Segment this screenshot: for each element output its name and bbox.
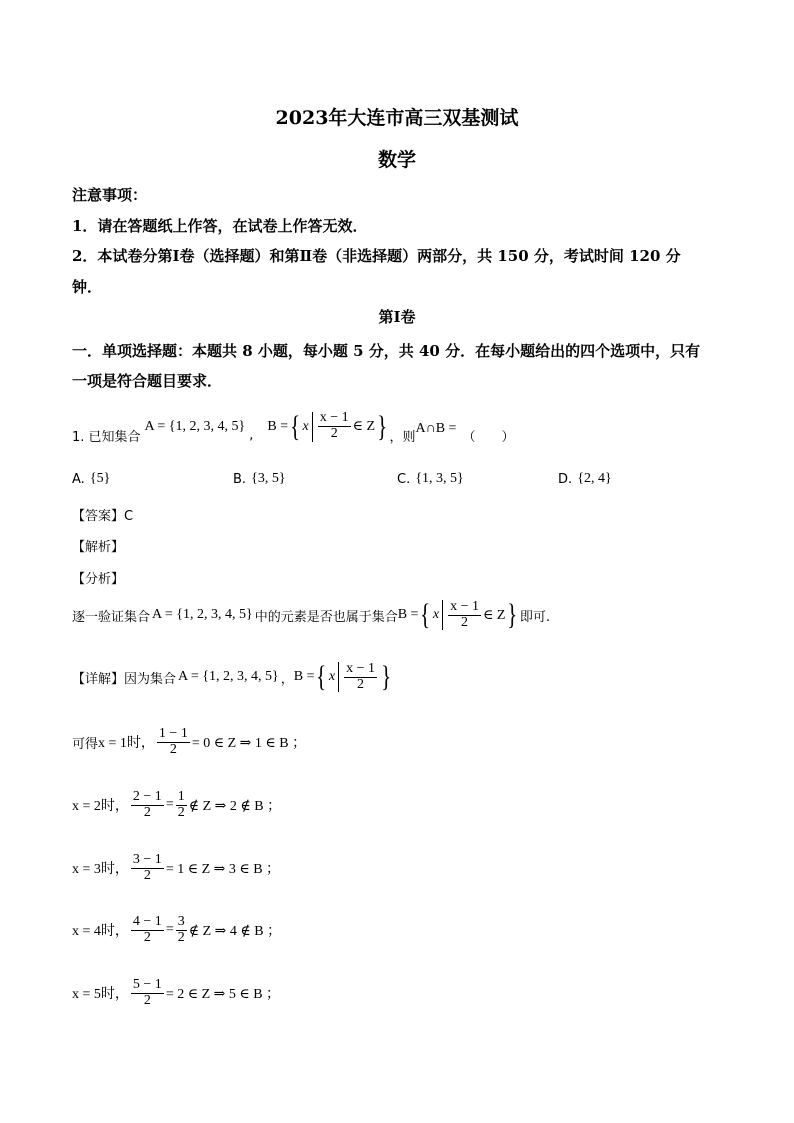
exam-title: 2023年大连市高三双基测试 <box>275 107 519 129</box>
step-x4: x = 4时， $\frac{4 - 1}{2}$ = $\frac{3}{2}$ ∉ Z ⇒ 4 ∉ B ； <box>72 914 282 945</box>
option-b: B. {3, 5} <box>233 470 286 487</box>
detail-set-b: B = { x $\frac{x - 1}{2}$ } <box>293 660 392 694</box>
question-1-fraction: $\frac{x - 1}{2}$ <box>319 410 349 441</box>
notes-item-2-line1: 2．本试卷分第Ⅰ卷（选择题）和第Ⅱ卷（非选择题）两部分，共 150 分，考试时间 120 分 <box>72 247 681 265</box>
notes-heading: 注意事项： <box>72 186 148 204</box>
answer-tag: 【答案】 <box>72 509 125 524</box>
subject-title: 数学 <box>377 149 416 171</box>
fenxi-set-b: B = { x $\frac{x - 1}{2}$ ∈ Z } <box>397 598 518 632</box>
step-x2: x = 2时， $\frac{2 - 1}{2}$ = $\frac{1}{2}$ ∉ Z ⇒ 2 ∉ B ； <box>72 789 282 820</box>
question-1-ask-expr: A∩B = <box>415 420 457 436</box>
option-d: D. {2, 4} <box>558 470 612 487</box>
option-c: C. {1, 3, 5} <box>397 470 464 487</box>
answer-value: C <box>124 509 134 524</box>
fenxi-tag: 【分析】 <box>72 572 125 587</box>
step-x5: x = 5时， $\frac{5 - 1}{2}$ = 2 ∈ Z ⇒ 5 ∈ B ； <box>72 977 281 1008</box>
step-x3: x = 3时， $\frac{3 - 1}{2}$ = 1 ∈ Z ⇒ 3 ∈ B ； <box>72 852 281 883</box>
question-1-set-a: A = {1, 2, 3, 4, 5} <box>144 418 246 434</box>
detail-line: 【详解】 因为集合 A = {1, 2, 3, 4, 5} ， B = { x $\frac{x - 1}{2}$ } <box>72 662 393 692</box>
notes-item-1: 1．请在答题纸上作答，在试卷上作答无效． <box>72 217 368 235</box>
analysis-tag: 【解析】 <box>72 540 125 555</box>
question-1-prefix: 1. 已知集合 <box>72 430 141 445</box>
fenxi-line: 逐一验证集合 A = {1, 2, 3, 4, 5} 中的元素是否也属于集合 B = { x $\frac{x - 1}{2}$ ∈ Z } 即可. <box>72 598 550 632</box>
question-1: 1. 已知集合 A = {1, 2, 3, 4, 5} , B = { x $\frac{x - 1}{2}$ ∈ Z } ，则 A∩B = （ ） <box>72 409 515 445</box>
step-x1: 可得 x = 1时， $\frac{1 - 1}{2}$ = 0 ∈ Z ⇒ 1 ∈ B ； <box>72 726 307 757</box>
section-instructions-line2: 一项是符合题目要求． <box>72 372 223 390</box>
detail-tag: 【详解】 <box>72 671 125 687</box>
option-a: A. {5} <box>72 470 111 487</box>
notes-item-2-line2: 钟． <box>72 278 103 296</box>
volume-heading: 第Ⅰ卷 <box>378 308 416 326</box>
section-instructions-line1: 一．单项选择题：本题共 8 小题，每小题 5 分，共 40 分．在每小题给出的四个选项中，只有 <box>72 342 701 360</box>
question-1-set-b: B = { x $\frac{x - 1}{2}$ ∈ Z } <box>267 409 388 443</box>
answer-line <box>72 505 133 524</box>
